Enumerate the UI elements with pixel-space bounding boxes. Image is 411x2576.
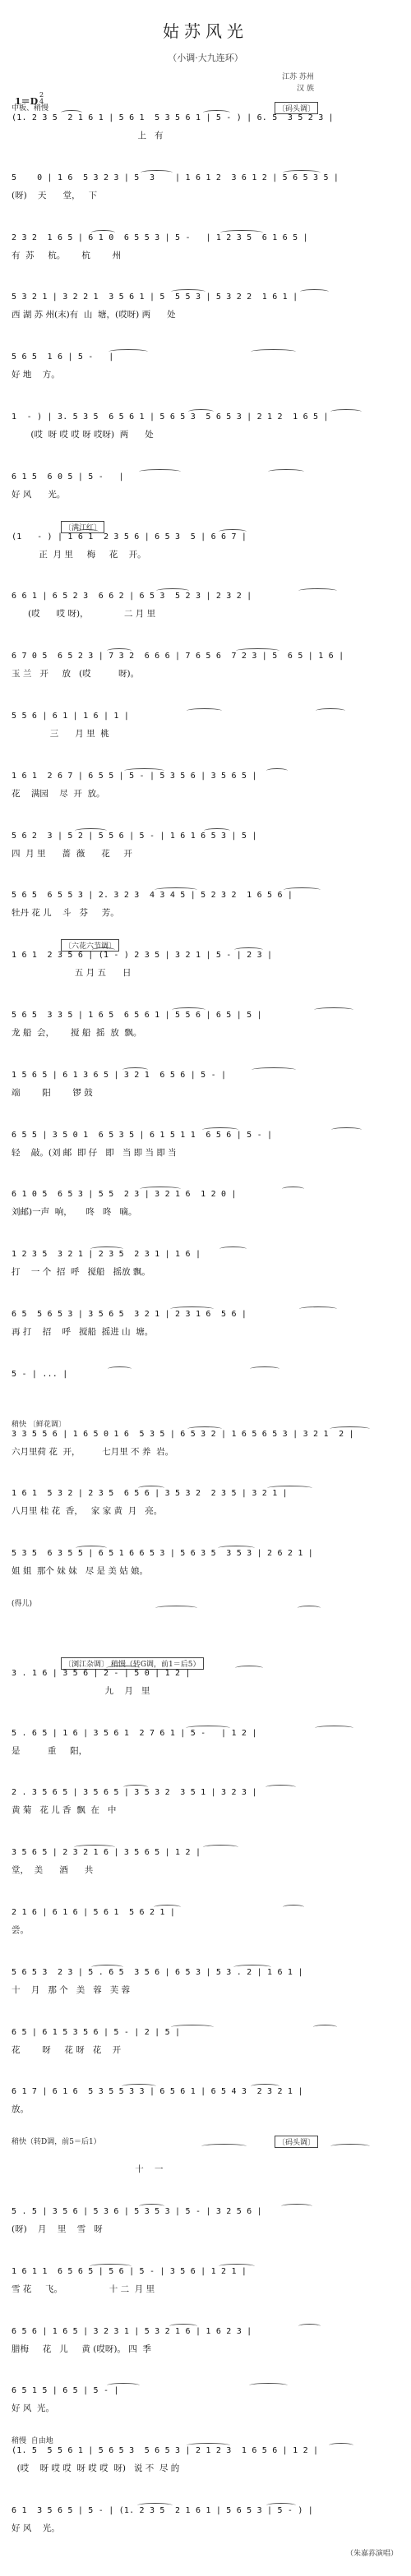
score-line xyxy=(12,2138,399,2206)
notation-row: 6 7 0 5 6 5 2 3 | 7 3 2 6 6 6 | 7 6 5 6 7 2 3 | 5 6 5 | 1 6 | xyxy=(12,652,344,661)
slur-mark xyxy=(187,2443,230,2448)
slur-mark xyxy=(202,1127,238,1132)
lyrics-row: 放。 xyxy=(12,2104,29,2114)
performer-credit: （朱嘉荪演唱） xyxy=(345,2550,398,2558)
slur-mark xyxy=(187,708,222,713)
ethnicity-credit: 汉 族 xyxy=(297,85,314,93)
slur-mark xyxy=(138,1486,164,1491)
notation-row: 1 6 1 1 6 5 6 5 | 5 6 | 5 - | 3 5 6 | 1 2 1 | xyxy=(12,2267,247,2276)
notation-row: 6 5 6 | 1 6 5 | 3 2 3 1 | 5 3 2 1 6 | 1 6 2 3 | xyxy=(12,2327,252,2336)
slur-mark xyxy=(201,2144,247,2149)
tempo-mark: 稍慢 自由地 xyxy=(12,2437,53,2445)
lyrics-row: 有 苏 杭。 杭 州 xyxy=(12,251,122,260)
tempo-mark: 〔码头调〕 xyxy=(275,102,318,114)
notation-row: 1 6 1 2 6 7 | 6 5 5 | 5 - | 5 3 5 6 | 3 5 6 5 | xyxy=(12,772,257,781)
score-line xyxy=(12,1489,399,1548)
lyrics-row: (哎 呀 哎 哎 呀 哎呀) 两 处 xyxy=(12,430,154,440)
score-line xyxy=(12,1011,399,1070)
lyrics-row: 好 风 光。 xyxy=(12,2523,60,2533)
region-credit: 江苏 苏州 xyxy=(282,73,314,81)
notation-row: 6 5 5 6 5 3 | 3 5 6 5 3 2 1 | 2 3 1 6 5 6 | xyxy=(12,1310,247,1319)
slur-mark xyxy=(283,1905,304,1910)
slur-mark xyxy=(107,648,132,653)
score-line xyxy=(12,2506,399,2565)
time-signature-top: 2 xyxy=(39,91,44,99)
slur-mark xyxy=(300,289,329,294)
slur-mark xyxy=(187,1426,222,1431)
slur-mark xyxy=(298,588,337,593)
lyrics-row: 五 月 五 日 xyxy=(12,968,132,978)
score-line xyxy=(12,1788,399,1847)
lyrics-row: 正 月 里 梅 花 开。 xyxy=(12,550,146,560)
tempo-mark: 〔浏江杂调〕 稍慢（转G调，前1＝后5） xyxy=(61,1657,204,1670)
slur-mark xyxy=(91,1965,123,1970)
slur-mark xyxy=(218,1546,255,1551)
lyrics-row: 九 月 里 xyxy=(12,1686,150,1696)
lyrics-row: 是 重 阳， xyxy=(12,1746,88,1756)
notation-row: 5 5 6 | 6 1 | 1 6 | 1 | xyxy=(12,712,130,721)
slur-mark xyxy=(169,2324,197,2329)
slur-mark xyxy=(330,1426,370,1431)
notation-row: 2 1 6 | 6 1 6 | 5 6 1 5 6 2 1 | xyxy=(12,1908,176,1917)
lyrics-row: 花 满园 尽 开 放。 xyxy=(12,789,105,799)
slur-mark xyxy=(155,887,197,892)
lyrics-row: 好 风 光。 xyxy=(12,2403,55,2413)
slur-mark xyxy=(108,1366,132,1371)
notation-row: 5 . 6 5 | 1 6 | 3 5 6 1 2 7 6 1 | 5 - | 1 2 | xyxy=(12,1729,257,1738)
notation-row: 2 . 3 5 6 5 | 3 5 6 5 | 3 5 3 2 3 5 1 | 3 2 3 | xyxy=(12,1788,257,1797)
lyrics-row: 龙 船 会， 搅 船 摇 放 飘。 xyxy=(12,1028,142,1038)
slur-mark xyxy=(139,2204,164,2209)
notation-row: 1 - ) | 3. 5 3 5 6 5 6 1 | 5 6 5 3 5 6 5 3 | 2 1 2 1 6 5 | xyxy=(12,412,329,422)
score-line xyxy=(12,1908,399,1967)
lyrics-row: (哎 哎 呀)， 二 月 里 xyxy=(12,609,156,619)
lyrics-row: 黄 菊 花 儿 香 飘 在 中 xyxy=(12,1805,117,1815)
lyrics-row: 轻 敲。(刘 邮 即 仔 即 当 即 当 即 当 xyxy=(12,1148,177,1158)
tempo-mark: 稍快（转D调，前5＝后1） xyxy=(12,2138,101,2146)
lyrics-row: 姐 姐 那个 妹 妹 尽 是 美 姑 娘。 xyxy=(12,1566,149,1576)
score-line xyxy=(12,173,399,233)
slur-mark xyxy=(219,2264,255,2269)
slur-mark xyxy=(124,768,164,773)
score-line xyxy=(12,1190,399,1249)
slur-mark xyxy=(75,828,107,833)
score-line xyxy=(12,832,399,891)
notation-row: 6 6 1 | 6 5 2 3 6 6 2 | 6 5 3 5 2 3 | 2 3 2 | xyxy=(12,592,252,601)
key-signature: 1＝D xyxy=(15,96,39,107)
notation-row: 6 5 | 6 1 5 3 5 6 | 5 - | 2 | 5 | xyxy=(12,2028,181,2037)
slur-mark xyxy=(107,2383,140,2388)
slur-mark xyxy=(91,230,115,235)
lyrics-row: 上 有 xyxy=(12,131,164,141)
score-line xyxy=(12,1968,399,2027)
notation-row: 5 6 5 3 2 3 | 5 . 6 5 3 5 6 | 6 5 3 | 5 3 . 2 | 1 6 1 | xyxy=(12,1968,303,1977)
slur-mark xyxy=(249,2383,288,2388)
notation-row: (1 - ) | 1 6 1 2 3 5 6 | 6 5 3 5 | 6 6 7 | xyxy=(12,532,247,541)
lyrics-row: 十 月 那 个 美 蓉 芙 蓉 xyxy=(12,1985,131,1995)
slur-mark xyxy=(172,1007,206,1012)
slur-mark xyxy=(90,1247,123,1251)
notation-row: 1 2 3 5 3 2 1 | 2 3 5 2 3 1 | 1 6 | xyxy=(12,1250,201,1259)
notation-row: 2 3 2 1 6 5 | 6 1 0 6 5 5 3 | 5 - | 1 2 3 5 6 1 6 5 | xyxy=(12,233,308,242)
slur-mark xyxy=(251,2084,279,2089)
score-line xyxy=(12,1421,399,1489)
score-line xyxy=(12,1131,399,1190)
slur-mark xyxy=(204,828,230,833)
slur-mark xyxy=(61,110,82,115)
slur-mark xyxy=(140,1187,181,1191)
slur-mark xyxy=(266,1785,296,1790)
notation-row: 6 1 0 5 6 5 3 | 5 5 2 3 | 3 2 1 6 1 2 0 | xyxy=(12,1190,237,1199)
tempo-mark: 稍快 〔鲜花调〕 xyxy=(12,1421,66,1429)
slur-mark xyxy=(90,2264,132,2269)
lyrics-row: 牡丹 花 儿 斗 芬 芳。 xyxy=(12,908,119,918)
notation-row: 3 3 5 5 6 | 1 6 5 0 1 6 5 3 5 | 6 5 3 2 | 1 6 5 6 5 3 | 3 2 1 2 | xyxy=(12,1430,354,1439)
score-line xyxy=(12,2028,399,2087)
slur-mark xyxy=(171,289,206,294)
notation-row: 6 5 1 5 | 6 5 | 5 - | xyxy=(12,2386,119,2395)
notation-row: 5 . 5 | 3 5 6 | 5 3 6 | 5 3 5 3 | 5 - | 3 2 5 6 | xyxy=(12,2207,262,2216)
time-signature-bottom: 4 xyxy=(39,98,44,105)
notation-row: 5 3 5 6 3 5 5 | 6 5 1 6 6 5 3 | 5 6 3 5 3 5 3 | 2 6 2 1 | xyxy=(12,1549,314,1558)
slur-mark xyxy=(137,2503,173,2508)
slur-mark xyxy=(74,1845,115,1850)
notation-row: 5 - | ... | xyxy=(12,1370,68,1379)
slur-mark xyxy=(267,1486,312,1491)
notation-row: 1 5 6 5 | 6 1 3 6 5 | 3 2 1 6 5 6 | 5 - | xyxy=(12,1071,227,1080)
slur-mark xyxy=(109,349,148,354)
notation-row: 6 1 7 | 6 1 6 5 3 5 5 3 3 | 6 5 6 1 | 6 5 4 3 2 3 2 1 | xyxy=(12,2087,303,2096)
lyrics-row: 雪 花 飞。 十 二 月 里 xyxy=(12,2284,155,2294)
lyrics-row: 刘邮)一声 响， 咚 咚 嘀。 xyxy=(12,1207,137,1217)
slur-mark xyxy=(76,1546,107,1551)
lyrics-row: 花 呀 花 呀 花 开 xyxy=(12,2045,122,2055)
tempo-mark: (得儿) xyxy=(12,1600,33,1608)
lyrics-row: 好 风 光。 xyxy=(12,490,66,500)
lyrics-row: 再 打 招 呼 搅船 摇进 山 塘。 xyxy=(12,1327,154,1337)
score-line xyxy=(12,412,399,472)
lyrics-row: 堂， 美 酒 共 xyxy=(12,1865,94,1875)
lyrics-row: 好 地 方。 xyxy=(12,370,60,380)
notation-row: 5 6 5 6 5 5 3 | 2. 3 2 3 4 3 4 5 | 5 2 3 2 1 6 5 6 | xyxy=(12,891,293,900)
lyrics-row: (哎 呀 哎 哎 呀 哎 哎 呀) 说 不 尽 的 xyxy=(12,2463,180,2473)
slur-mark xyxy=(250,1366,279,1371)
score-line xyxy=(12,1661,399,1728)
slur-mark xyxy=(314,1007,353,1012)
lyrics-row: 玉 兰 开 放 (哎 呀)。 xyxy=(12,669,140,679)
slur-mark xyxy=(139,469,181,474)
slur-mark xyxy=(141,170,173,175)
tempo-mark: 〔码头调〕 xyxy=(275,2136,318,2148)
score-line xyxy=(12,1848,399,1907)
score-line xyxy=(12,2386,399,2445)
tempo-mark: 中板、稍慢 xyxy=(12,104,49,113)
lyrics-row: 打 一 个 招 呼 搅船 摇放 飘。 xyxy=(12,1267,150,1277)
slur-mark xyxy=(329,2443,353,2448)
lyrics-row: 端 阳 锣 鼓 xyxy=(12,1088,93,1098)
slur-mark xyxy=(186,1726,230,1730)
notation-row: (1. 5 5 5 6 1 | 5 6 5 3 5 6 5 3 | 2 1 2 3 1 6 5 6 | 1 2 | xyxy=(12,2446,319,2455)
slur-mark xyxy=(266,2503,296,2508)
slur-mark xyxy=(284,887,321,892)
lyrics-row: 腊梅 花 儿 黄 (哎呀)。 四 季 xyxy=(12,2344,151,2354)
slur-mark xyxy=(268,469,304,474)
notation-row: 5 6 5 3 3 5 | 1 6 5 6 5 6 1 | 5 5 6 | 6 5 | 5 | xyxy=(12,1011,262,1020)
notation-row: 5 0 | 1 6 5 3 2 3 | 5 3 | 1 6 1 2 3 6 1 2 | 5 6 5 3 5 | xyxy=(12,173,339,182)
score-line xyxy=(12,772,399,831)
slur-mark xyxy=(234,947,263,952)
lyrics-row: 十 一 xyxy=(12,2164,164,2174)
notation-row: 6 5 5 | 3 5 0 1 6 5 3 5 | 6 1 5 1 1 6 5 6 | 5 - | xyxy=(12,1131,273,1140)
slur-mark xyxy=(203,110,230,115)
score-line xyxy=(12,2207,399,2266)
slur-mark xyxy=(283,170,321,175)
slur-mark xyxy=(203,1845,238,1850)
slur-mark xyxy=(155,1606,197,1611)
slur-mark xyxy=(154,1905,181,1910)
slur-mark xyxy=(123,1785,148,1790)
slur-mark xyxy=(252,1067,296,1072)
slur-mark xyxy=(122,1067,148,1072)
slur-mark xyxy=(188,409,214,414)
notation-row: 5 6 5 1 6 | 5 - | xyxy=(12,353,114,362)
slur-mark xyxy=(236,648,279,653)
tempo-mark: 〔满江红〕 xyxy=(61,521,104,533)
slur-mark xyxy=(298,2324,321,2329)
notation-row: 6 1 3 5 6 5 | 5 - | (1. 2 3 5 2 1 6 1 | 5 6 5 3 | 5 - ) | xyxy=(12,2506,314,2515)
slur-mark xyxy=(92,947,115,952)
song-subtitle: （小调·大九连环） xyxy=(168,53,243,63)
score-line xyxy=(12,2327,399,2386)
score-line xyxy=(12,652,399,711)
notation-row: 3 . 1 6 | 3 5 6 | 2 - | 5 0 | 1 2 | xyxy=(12,1669,191,1678)
slur-mark xyxy=(233,1965,271,1970)
notation-row: 1 6 1 5 3 2 | 2 3 5 6 5 6 | 3 5 3 2 2 3 5 | 3 2 1 | xyxy=(12,1489,288,1498)
score-line xyxy=(12,233,399,293)
slur-mark xyxy=(106,1666,140,1670)
score-line xyxy=(12,712,399,771)
notation-row: 6 1 5 6 0 5 | 5 - | xyxy=(12,472,124,482)
lyrics-row: 四 月 里 蔷 薇 花 开 xyxy=(12,849,132,859)
slur-mark xyxy=(299,1306,337,1311)
score-line xyxy=(12,1071,399,1130)
slur-mark xyxy=(76,529,99,534)
lyrics-row: 西 湖 苏 州(末)有 山 塘，(哎呀) 两 处 xyxy=(12,310,176,320)
notation-row: 5 6 2 3 | 5 2 | 5 5 6 | 5 - | 1 6 1 6 5 3 | 5 | xyxy=(12,832,257,841)
notation-row: 5 3 2 1 | 3 2 2 1 3 5 6 1 | 5 5 5 3 | 5 3 2 2 1 6 1 | xyxy=(12,293,298,302)
lyrics-row: 三 月 里 桃 xyxy=(12,729,109,739)
score-line xyxy=(12,1729,399,1788)
lyrics-row: 尝。 xyxy=(12,1925,29,1935)
slur-mark xyxy=(220,230,263,235)
score-line xyxy=(12,104,399,173)
lyrics-row: (呀) 天 堂， 下 xyxy=(12,191,98,200)
score-line xyxy=(12,942,399,1010)
score-line xyxy=(12,1370,399,1429)
tempo-mark: 〔六花六节调〕 xyxy=(61,939,119,952)
score-line xyxy=(12,2267,399,2326)
slur-mark xyxy=(266,768,288,773)
slur-mark xyxy=(219,1247,247,1251)
slur-mark xyxy=(281,2204,312,2209)
lyrics-row: 八月里 桂 花 香， 家 家 黄 月 亮。 xyxy=(12,1506,163,1516)
slur-mark xyxy=(331,1127,362,1132)
slur-mark xyxy=(251,349,296,354)
slur-mark xyxy=(122,2084,156,2089)
slur-mark xyxy=(156,588,189,593)
song-title: 姑苏风光 xyxy=(163,21,248,41)
slur-mark xyxy=(330,2144,370,2149)
slur-mark xyxy=(235,1666,263,1670)
score-line xyxy=(12,592,399,651)
score-line xyxy=(12,1549,399,1608)
score-line xyxy=(12,1250,399,1309)
slur-mark xyxy=(219,529,247,534)
lyrics-row: 六月里荷 花 开， 七月里 不 养 岩。 xyxy=(12,1447,174,1457)
notation-row: 3 5 6 5 | 2 3 2 1 6 | 3 5 6 5 | 1 2 | xyxy=(12,1848,201,1857)
slur-mark xyxy=(170,1306,214,1311)
notation-row: (1. 2 3 5 2 1 6 1 | 5 6 1 5 3 5 6 1 | 5 - ) | 6. 5 3 5 2 3 | xyxy=(12,113,334,122)
slur-mark xyxy=(298,1606,321,1611)
score-line xyxy=(12,1310,399,1369)
slur-mark xyxy=(313,2025,337,2030)
score-line xyxy=(12,524,399,592)
score-line xyxy=(12,353,399,412)
slur-mark xyxy=(282,1187,304,1191)
slur-mark xyxy=(315,1726,353,1730)
score-line xyxy=(12,2437,399,2505)
lyrics-row: (呀) 月 里 雪 呀 xyxy=(12,2224,103,2234)
slur-mark xyxy=(171,2025,214,2030)
slur-mark xyxy=(316,708,345,713)
score-line xyxy=(12,293,399,352)
slur-mark xyxy=(330,409,362,414)
notation-row: 1 6 1 2 3 5 6 | (1 - ) 2 3 5 | 3 2 1 | 5 - | 2 3 | xyxy=(12,951,273,960)
